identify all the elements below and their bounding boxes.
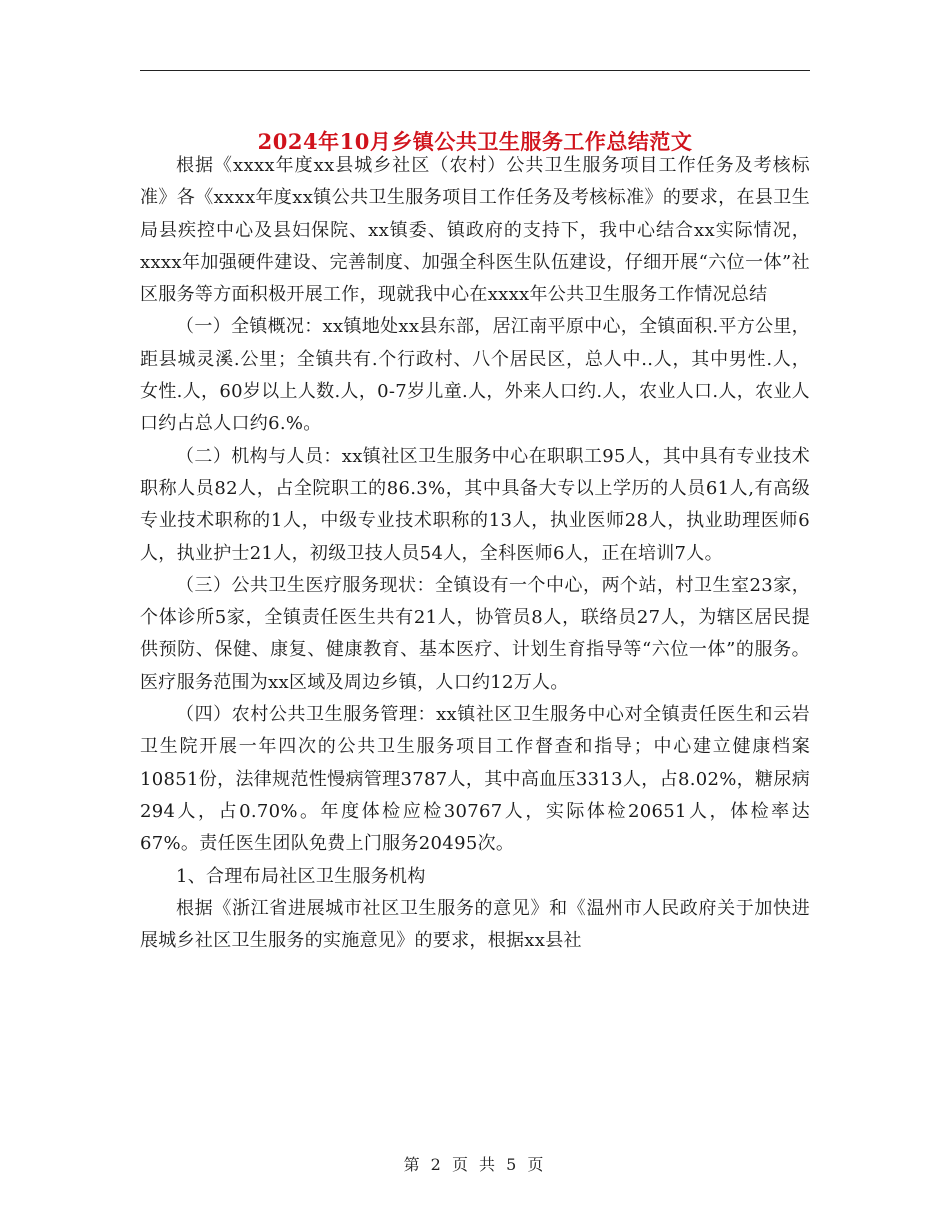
paragraph-management: （四）农村公共卫生服务管理：xx镇社区卫生服务中心对全镇责任医生和云岩卫生院开展一年四次的公共卫生服务项目工作督查和指导；中心建立健康档案10851份，法律规范性慢病管理3787人，其中高血压3313人，占8.02%，糖尿病294人，占0.70%。年度体检应检30767人，实际体检20651人，体检率达67%。责任医生团队免费上门服务20495次。 [140, 704, 810, 855]
paragraph-overview: （一）全镇概况：xx镇地处xx县东部，居江南平原中心，全镇面积.平方公里，距县城灵溪.公里；全镇共有.个行政村、八个居民区，总人中..人，其中男性.人，女性.人，60岁以上人数.人，0-7岁儿童.人，外来人口约.人，农业人口.人，农业人口约占总人口约6.%。 [140, 316, 810, 435]
document-body [140, 150, 810, 957]
header-rule [140, 70, 810, 71]
paragraph-staff: （二）机构与人员：xx镇社区卫生服务中心在职职工95人，其中具有专业技术职称人员82人，占全院职工的86.3%，其中具备大专以上学历的人员61人,有高级专业技术职称的1人，中级专业技术职称的13人，执业医师28人，执业助理医师6人，执业护士21人，初级卫技人员54人，全科医师6人，正在培训7人。 [140, 445, 810, 564]
document-title: 2024年10月乡镇公共卫生服务工作总结范文 [257, 129, 693, 155]
paragraph-layout: 根据《浙江省进展城市社区卫生服务的意见》和《温州市人民政府关于加快进展城乡社区卫生服务的实施意见》的要求，根据xx县社 [140, 897, 810, 952]
paragraph-intro: 根据《xxxx年度xx县城乡社区（农村）公共卫生服务项目工作任务及考核标准》各《xxxx年度xx镇公共卫生服务项目工作任务及考核标准》的要求，在县卫生局县疾控中心及县妇保院、xx镇委、镇政府的支持下，我中心结合xx实际情况，xxxx年加强硬件建设、完善制度、加强全科医生队伍建设，仔细开展“六位一体”社区服务等方面积极开展工作，现就我中心在xxxx年公共卫生服务工作情况总结 [140, 155, 810, 306]
paragraph-services: （三）公共卫生医疗服务现状：全镇设有一个中心，两个站，村卫生室23家，个体诊所5家，全镇责任医生共有21人，协管员8人，联络员27人，为辖区居民提供预防、保健、康复、健康教育、基本医疗、计划生育指导等“六位一体”的服务。医疗服务范围为xx区域及周边乡镇，人口约12万人。 [140, 574, 810, 693]
section-heading: 1、合理布局社区卫生服务机构 [176, 865, 426, 887]
page-number: 第 2 页 共 5 页 [403, 1155, 547, 1174]
